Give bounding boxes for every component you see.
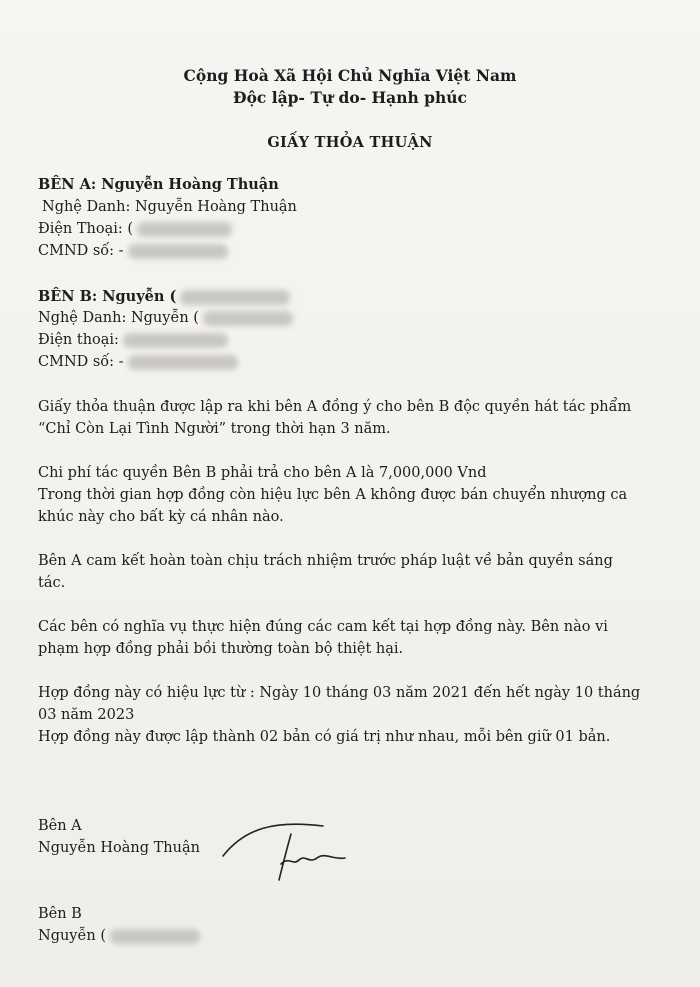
- paragraph-commitment: [38, 550, 668, 594]
- national-motto: Độc lập- Tự do- Hạnh phúc: [233, 88, 467, 107]
- paragraph-line: Các bên có nghĩa vụ thực hiện đúng các cam kết tại hợp đồng này. Bên nào vi: [38, 619, 608, 635]
- paragraph-line: khúc này cho bất kỳ cá nhân nào.: [38, 509, 284, 525]
- paragraph-grant: [38, 396, 668, 440]
- paragraph-line: Chi phí tác quyền Bên B phải trả cho bên A là 7,000,000 Vnd: [38, 465, 487, 481]
- signature-b-name-label: Nguyễn (: [38, 928, 107, 944]
- party-b-id-label: CMND số: -: [38, 354, 124, 370]
- redacted-stage-name: [203, 311, 293, 326]
- paragraph-line: “Chỉ Còn Lại Tình Người” trong thời hạn 3 năm.: [38, 421, 391, 437]
- paragraph-line: tác.: [38, 575, 66, 591]
- paragraph-line: Hợp đồng này được lập thành 02 bản có giá trị như nhau, mỗi bên giữ 01 bản.: [38, 729, 611, 745]
- party-a-phone: [38, 221, 232, 237]
- paragraph-validity: [38, 682, 668, 748]
- paragraph-line: 03 năm 2023: [38, 707, 135, 723]
- signature-a-label: Bên A: [38, 818, 82, 834]
- redacted-id: [128, 244, 228, 259]
- party-b-phone: [38, 332, 228, 348]
- party-b-stage-name: [38, 310, 293, 326]
- paragraph-line: Bên A cam kết hoàn toàn chịu trách nhiệm trước pháp luật về bản quyền sáng: [38, 553, 613, 569]
- redacted-id: [128, 355, 238, 370]
- paragraph-line: Giấy thỏa thuận được lập ra khi bên A đồng ý cho bên B độc quyền hát tác phẩm: [38, 399, 632, 415]
- party-b-heading-label: BÊN B: Nguyễn (: [38, 288, 177, 305]
- redacted-phone: [137, 222, 232, 237]
- paragraph-line: phạm hợp đồng phải bồi thường toàn bộ thiệt hại.: [38, 641, 404, 657]
- paragraph-line: Hợp đồng này có hiệu lực từ : Ngày 10 tháng 03 năm 2021 đến hết ngày 10 tháng: [38, 685, 641, 701]
- signature-b-name: [38, 928, 200, 944]
- paragraph-line: Trong thời gian hợp đồng còn hiệu lực bên A không được bán chuyển nhượng ca: [38, 487, 628, 503]
- signature-a-name: Nguyễn Hoàng Thuận: [38, 840, 200, 856]
- redacted-name: [180, 290, 290, 305]
- document-title: GIẤY THỎA THUẬN: [267, 134, 433, 151]
- party-a-heading: BÊN A: Nguyễn Hoàng Thuận: [38, 176, 279, 193]
- redacted-phone: [123, 333, 228, 348]
- party-a-id-label: CMND số: -: [38, 243, 124, 259]
- party-a-phone-label: Điện Thoại: (: [38, 221, 134, 237]
- redacted-name: [110, 929, 200, 944]
- party-b-phone-label: Điện thoại:: [38, 332, 119, 348]
- party-a-id: [38, 243, 228, 259]
- paragraph-obligations: [38, 616, 668, 660]
- paragraph-fee: [38, 462, 668, 528]
- signature-b-label: Bên B: [38, 906, 82, 922]
- party-b-stage-name-label: Nghệ Danh: Nguyễn (: [38, 310, 199, 326]
- handwritten-signature: [205, 808, 355, 888]
- party-a-stage-name: Nghệ Danh: Nguyễn Hoàng Thuận: [42, 199, 297, 215]
- national-title: Cộng Hoà Xã Hội Chủ Nghĩa Việt Nam: [183, 66, 517, 85]
- party-b-heading: [38, 288, 290, 305]
- party-b-id: [38, 354, 238, 370]
